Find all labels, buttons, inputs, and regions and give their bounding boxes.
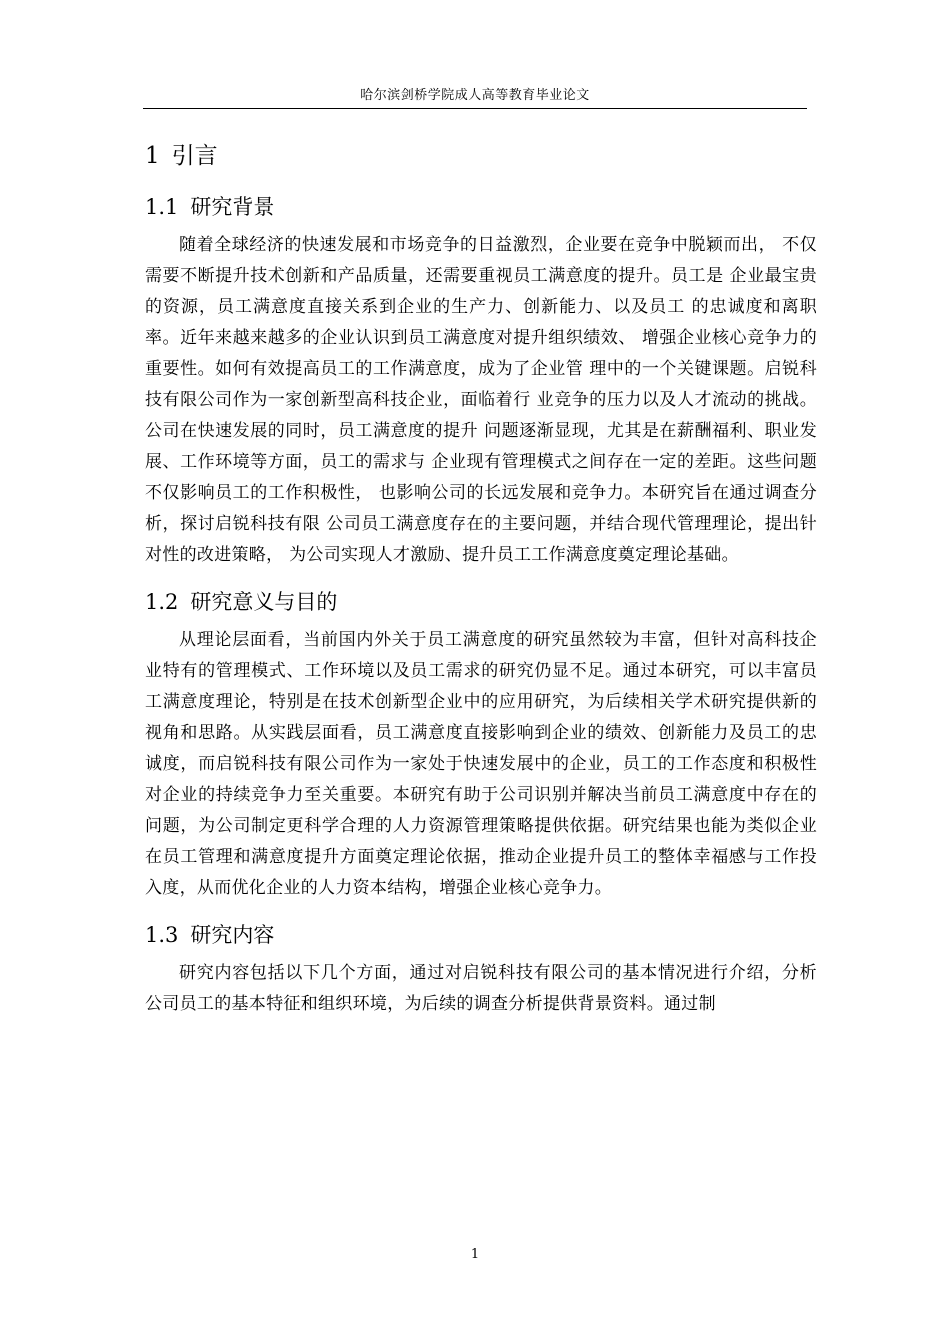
chapter-number: 1 [145, 143, 160, 169]
section-heading [145, 587, 817, 617]
section-heading [145, 920, 817, 950]
document-body [145, 130, 817, 1020]
section-title: 研究意义与目的 [190, 590, 338, 614]
section-heading [145, 192, 817, 222]
section-number: 1.2 [145, 590, 179, 614]
chapter-heading [145, 140, 817, 172]
section-paragraph: 从理论层面看，当前国内外关于员工满意度的研究虽然较为丰富，但针对高科技企业特有的管理模式、工作环境以及员工需求的研究仍显不足。通过本研究，可以丰富员工满意度理论，特别是在技术创新型企业中的应用研究，为后续相关学术研究提供新的视角和思路。从实践层面看，员工满意度直接影响到企业的绩效、创新能力及员工的忠诚度，而启锐科技有限公司作为一家处于快速发展中的企业，员工的工作态度和积极性对企业的持续竞争力至关重要。本研究有助于公司识别并解决当前员工满意度中存在的问题，为公司制定更科学合理的人力资源管理策略提供依据。研究结果也能为类似企业在员工管理和满意度提升方面奠定理论依据，推动企业提升员工的整体幸福感与工作投入度，从而优化企业的人力资本结构，增强企业核心竞争力。 [145, 630, 817, 898]
section-paragraph: 研究内容包括以下几个方面，通过对启锐科技有限公司的基本情况进行介绍，分析公司员工的基本特征和组织环境，为后续的调查分析提供背景资料。通过制 [145, 963, 817, 1014]
page-number: 1 [470, 1247, 480, 1262]
section-paragraph: 随着全球经济的快速发展和市场竞争的日益激烈，企业要在竞争中脱颖而出， 不仅需要不断提升技术创新和产品质量，还需要重视员工满意度的提升。员工是 企业最宝贵的资源，员工满意度直接关系到企业的生产力、创新能力、以及员工 的忠诚度和离职率。近年来越来越多的企业认识到员工满意度对提升组织绩效、 增强企业核心竞争力的重要性。如何有效提高员工的工作满意度，成为了企业管 理中的一个关键课题。启锐科技有限公司作为一家创新型高科技企业，面临着行 业竞争的压力以及人才流动的挑战。公司在快速发展的同时，员工满意度的提升 问题逐渐显现，尤其是在薪酬福利、职业发展、工作环境等方面，员工的需求与 企业现有管理模式之间存在一定的差距。这些问题不仅影响员工的工作积极性， 也影响公司的长远发展和竞争力。本研究旨在通过调查分析，探讨启锐科技有限 公司员工满意度存在的主要问题，并结合现代管理理论，提出针对性的改进策略， 为公司实现人才激励、提升员工工作满意度奠定理论基础。 [145, 235, 817, 565]
chapter-title: 引言 [171, 143, 218, 169]
header-divider [143, 108, 807, 109]
section-title: 研究内容 [190, 923, 275, 947]
running-header: 哈尔滨剑桥学院成人高等教育毕业论文 [360, 88, 590, 103]
section-title: 研究背景 [190, 195, 275, 219]
section-number: 1.1 [145, 195, 179, 219]
section-number: 1.3 [145, 923, 179, 947]
